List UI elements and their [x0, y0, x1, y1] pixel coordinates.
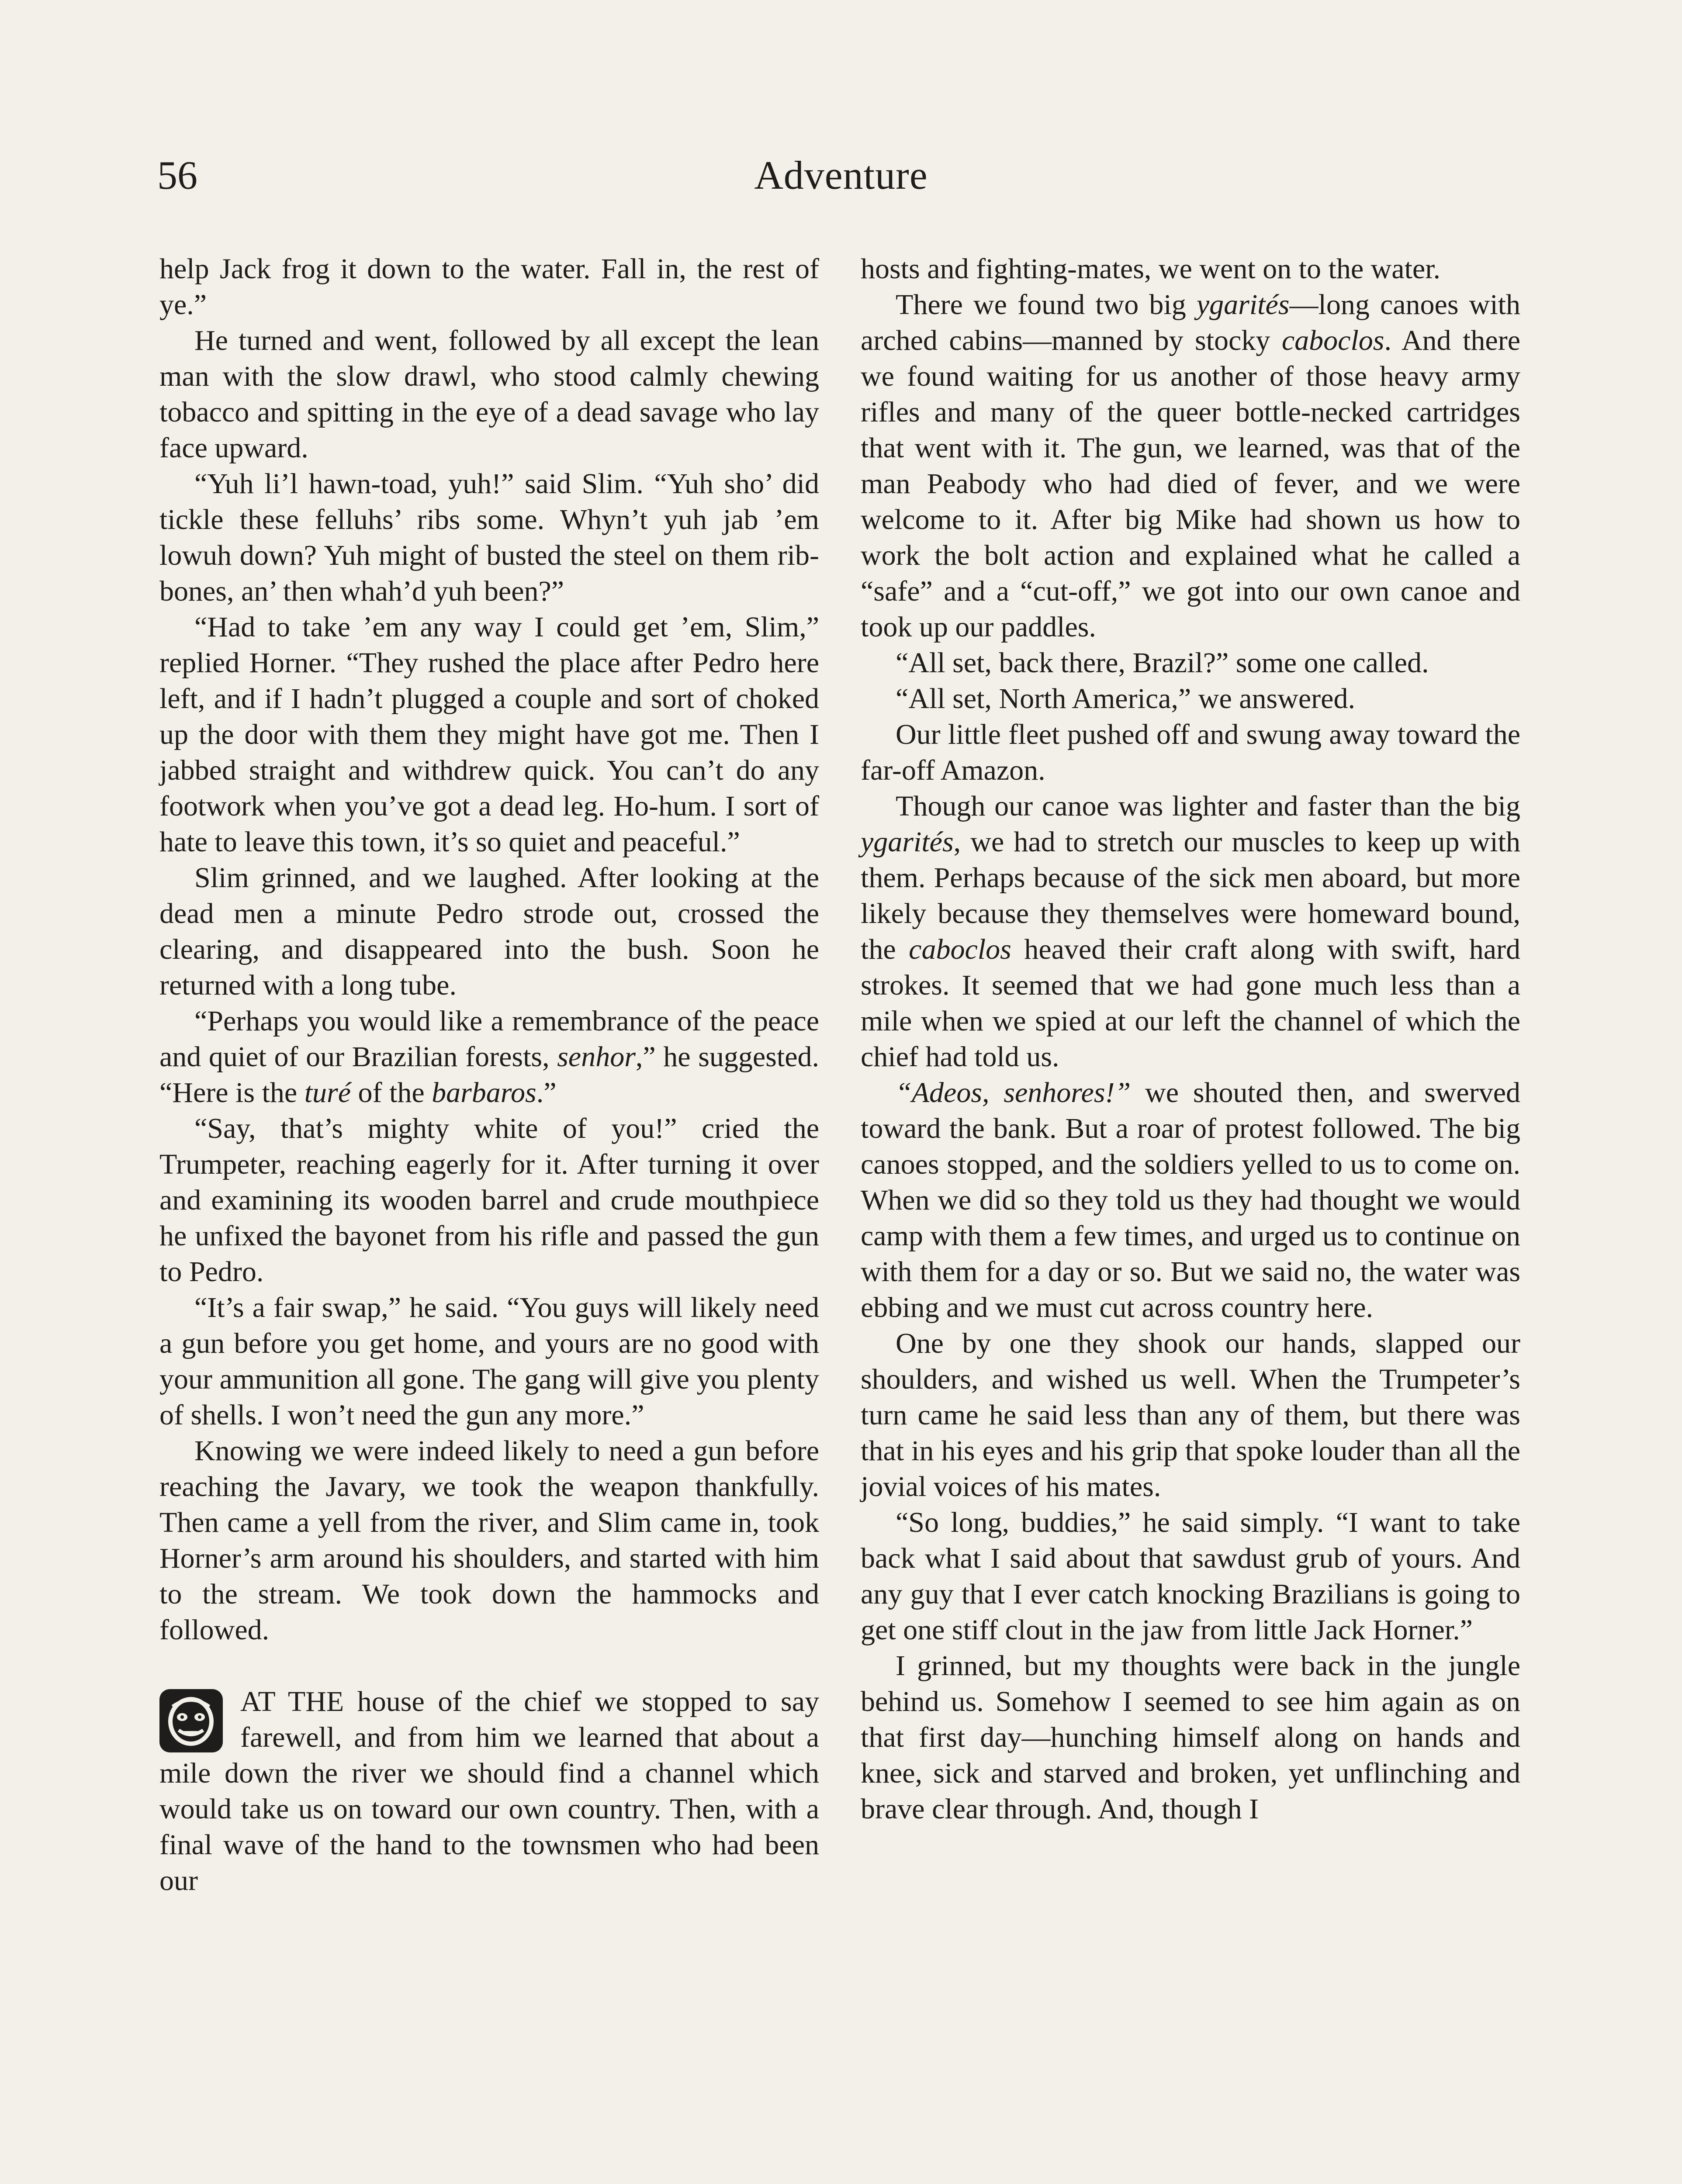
paragraph: Slim grinned, and we laughed. After looking at the dead men a minute Pedro strode out, crossed the clearing, and disappeared into the bush. Soon he returned with a long tube.	[159, 862, 819, 1001]
section-opening-paragraph	[159, 1684, 819, 1899]
text-run: . And there we found waiting for us another of those heavy army rifles and many of the queer bottle-necked cartridges that went with it. The gun, we learned, was that of the man Peabody who had died of fever, and we were welcome to it. After big Mike had shown us how to work the bolt action and explained what he called a “safe” and a “cut-off,” we got into our own canoe and took up our paddles.	[861, 325, 1520, 643]
paragraph: “All set, North America,” we answered.	[896, 683, 1355, 715]
text-run: , we had to stretch our muscles to keep up with them. Perhaps because of the sick men aboard, but more likely because they themselves were homeward bound, the	[861, 826, 1520, 965]
paragraph: Knowing we were indeed likely to need a gun before reaching the Javary, we took the weapon thankfully. Then came a yell from the river, and Slim came in, took Horner’s arm around his shoulders, and started with him to the stream. We took down the hammocks and followed.	[159, 1435, 819, 1646]
paragraph: “So long, buddies,” he said simply. “I want to take back what I said about that sawdust grub of yours. And any guy that I ever catch knocking Brazilians is going to get one stiff clout in the jaw from little Jack Horner.”	[861, 1507, 1520, 1646]
tribal-mask-graphic	[159, 1689, 223, 1752]
paragraph: “It’s a fair swap,” he said. “You guys will likely need a gun before you get home, and yours are no good with your ammunition all gone. The gang will give you plenty of shells. I won’t need the gun any more.”	[159, 1292, 819, 1431]
paragraph	[861, 287, 1520, 645]
running-head: Adventure	[754, 153, 928, 197]
paragraph: “Yuh li’l hawn-toad, yuh!” said Slim. “Yuh sho’ did tickle these felluhs’ ribs some. Whyn’t yuh jab ’em lowuh down? Yuh might of busted the steel on them rib-bones, an’ then whah’d yuh been?”	[159, 468, 819, 607]
tribal-mask-icon	[159, 1689, 223, 1752]
text-run: .”	[536, 1077, 557, 1109]
paragraph: One by one they shook our hands, slapped our shoulders, and wished us well. When the Trumpeter’s turn came he said less than any of them, but there was that in his eyes and his grip that spoke louder than all the jovial voices of his mates.	[861, 1327, 1520, 1503]
text-run: —long canoes with arched cabins—manned by stocky	[861, 289, 1520, 356]
paragraph: “All set, back there, Brazil?” some one called.	[896, 647, 1429, 679]
paragraph: help Jack frog it down to the water. Fall in, the rest of ye.”	[159, 253, 819, 321]
text-run: heaved their craft along with swift, hard strokes. It seemed that we had gone much less than a mile when we spied at our left the channel of which the chief had told us.	[861, 933, 1520, 1073]
paragraph	[159, 1003, 819, 1111]
paragraph: He turned and went, followed by all except the lean man with the slow drawl, who stood calmly chewing tobacco and spitting in the eye of a dead savage who lay face upward.	[159, 325, 819, 464]
text-run: of the	[351, 1077, 432, 1109]
left-column	[159, 251, 819, 1899]
paragraph: “Say, that’s mighty white of you!” cried the Trumpeter, reaching eagerly for it. After turning it over and examining its wooden barrel and crude mouthpiece he unfixed the bayonet from his rifle and passed the gun to Pedro.	[159, 1113, 819, 1288]
italic-run: barbaros	[432, 1077, 536, 1109]
text-run: we shouted then, and swerved toward the bank. But a roar of protest followed. The big canoes stopped, and the soldiers yelled to us to come on. When we did so they told us they had thought we would camp with them a few times, and urged us to continue on with them for a day or so. But we said no, the water was ebbing and we must cut across country here.	[861, 1077, 1520, 1324]
italic-run: turé	[304, 1077, 351, 1109]
page-number: 56	[157, 153, 197, 197]
right-column	[861, 251, 1520, 1827]
italic-run: “Adeos, senhores!”	[896, 1077, 1131, 1109]
text-run: There we found two big	[896, 289, 1197, 321]
italic-run: caboclos	[1281, 325, 1384, 356]
text-run: Though our canoe was lighter and faster than the big	[896, 790, 1520, 822]
text-run: “Perhaps you would like a remembrance of the peace and quiet of our Brazilian forests,	[159, 1005, 819, 1073]
italic-run: caboclos	[909, 933, 1011, 965]
text-run: AT THE house of the chief we stopped to say farewell, and from him we learned that about a mile down the river we should find a channel which would take us on toward our own country. Then, with a final wave of the hand to the townsmen who had been our	[159, 1686, 819, 1897]
paragraph: hosts and fighting-mates, we went on to the water.	[861, 253, 1441, 285]
text-run: ,” he suggested. “Here is the	[159, 1041, 819, 1109]
paragraph	[861, 788, 1520, 1075]
italic-run: senhor	[557, 1041, 636, 1073]
paragraph: I grinned, but my thoughts were back in the jungle behind us. Somehow I seemed to see him again as on that first day—hunching himself along on hands and knee, sick and starved and broken, yet unflinching and brave clear through. And, though I	[861, 1650, 1520, 1825]
paragraph: “Had to take ’em any way I could get ’em, Slim,” replied Horner. “They rushed the place after Pedro here left, and if I hadn’t plugged a couple and sort of choked up the door with them they might have got me. Then I jabbed straight and withdrew quick. You can’t do any footwork when you’ve got a dead leg. Ho-hum. I sort of hate to leave this town, it’s so quiet and peaceful.”	[159, 611, 819, 858]
paragraph	[861, 1075, 1520, 1326]
italic-run: ygarités	[861, 826, 954, 858]
italic-run: ygarités	[1196, 289, 1290, 321]
paragraph: Our little fleet pushed off and swung away toward the far-off Amazon.	[861, 719, 1520, 786]
